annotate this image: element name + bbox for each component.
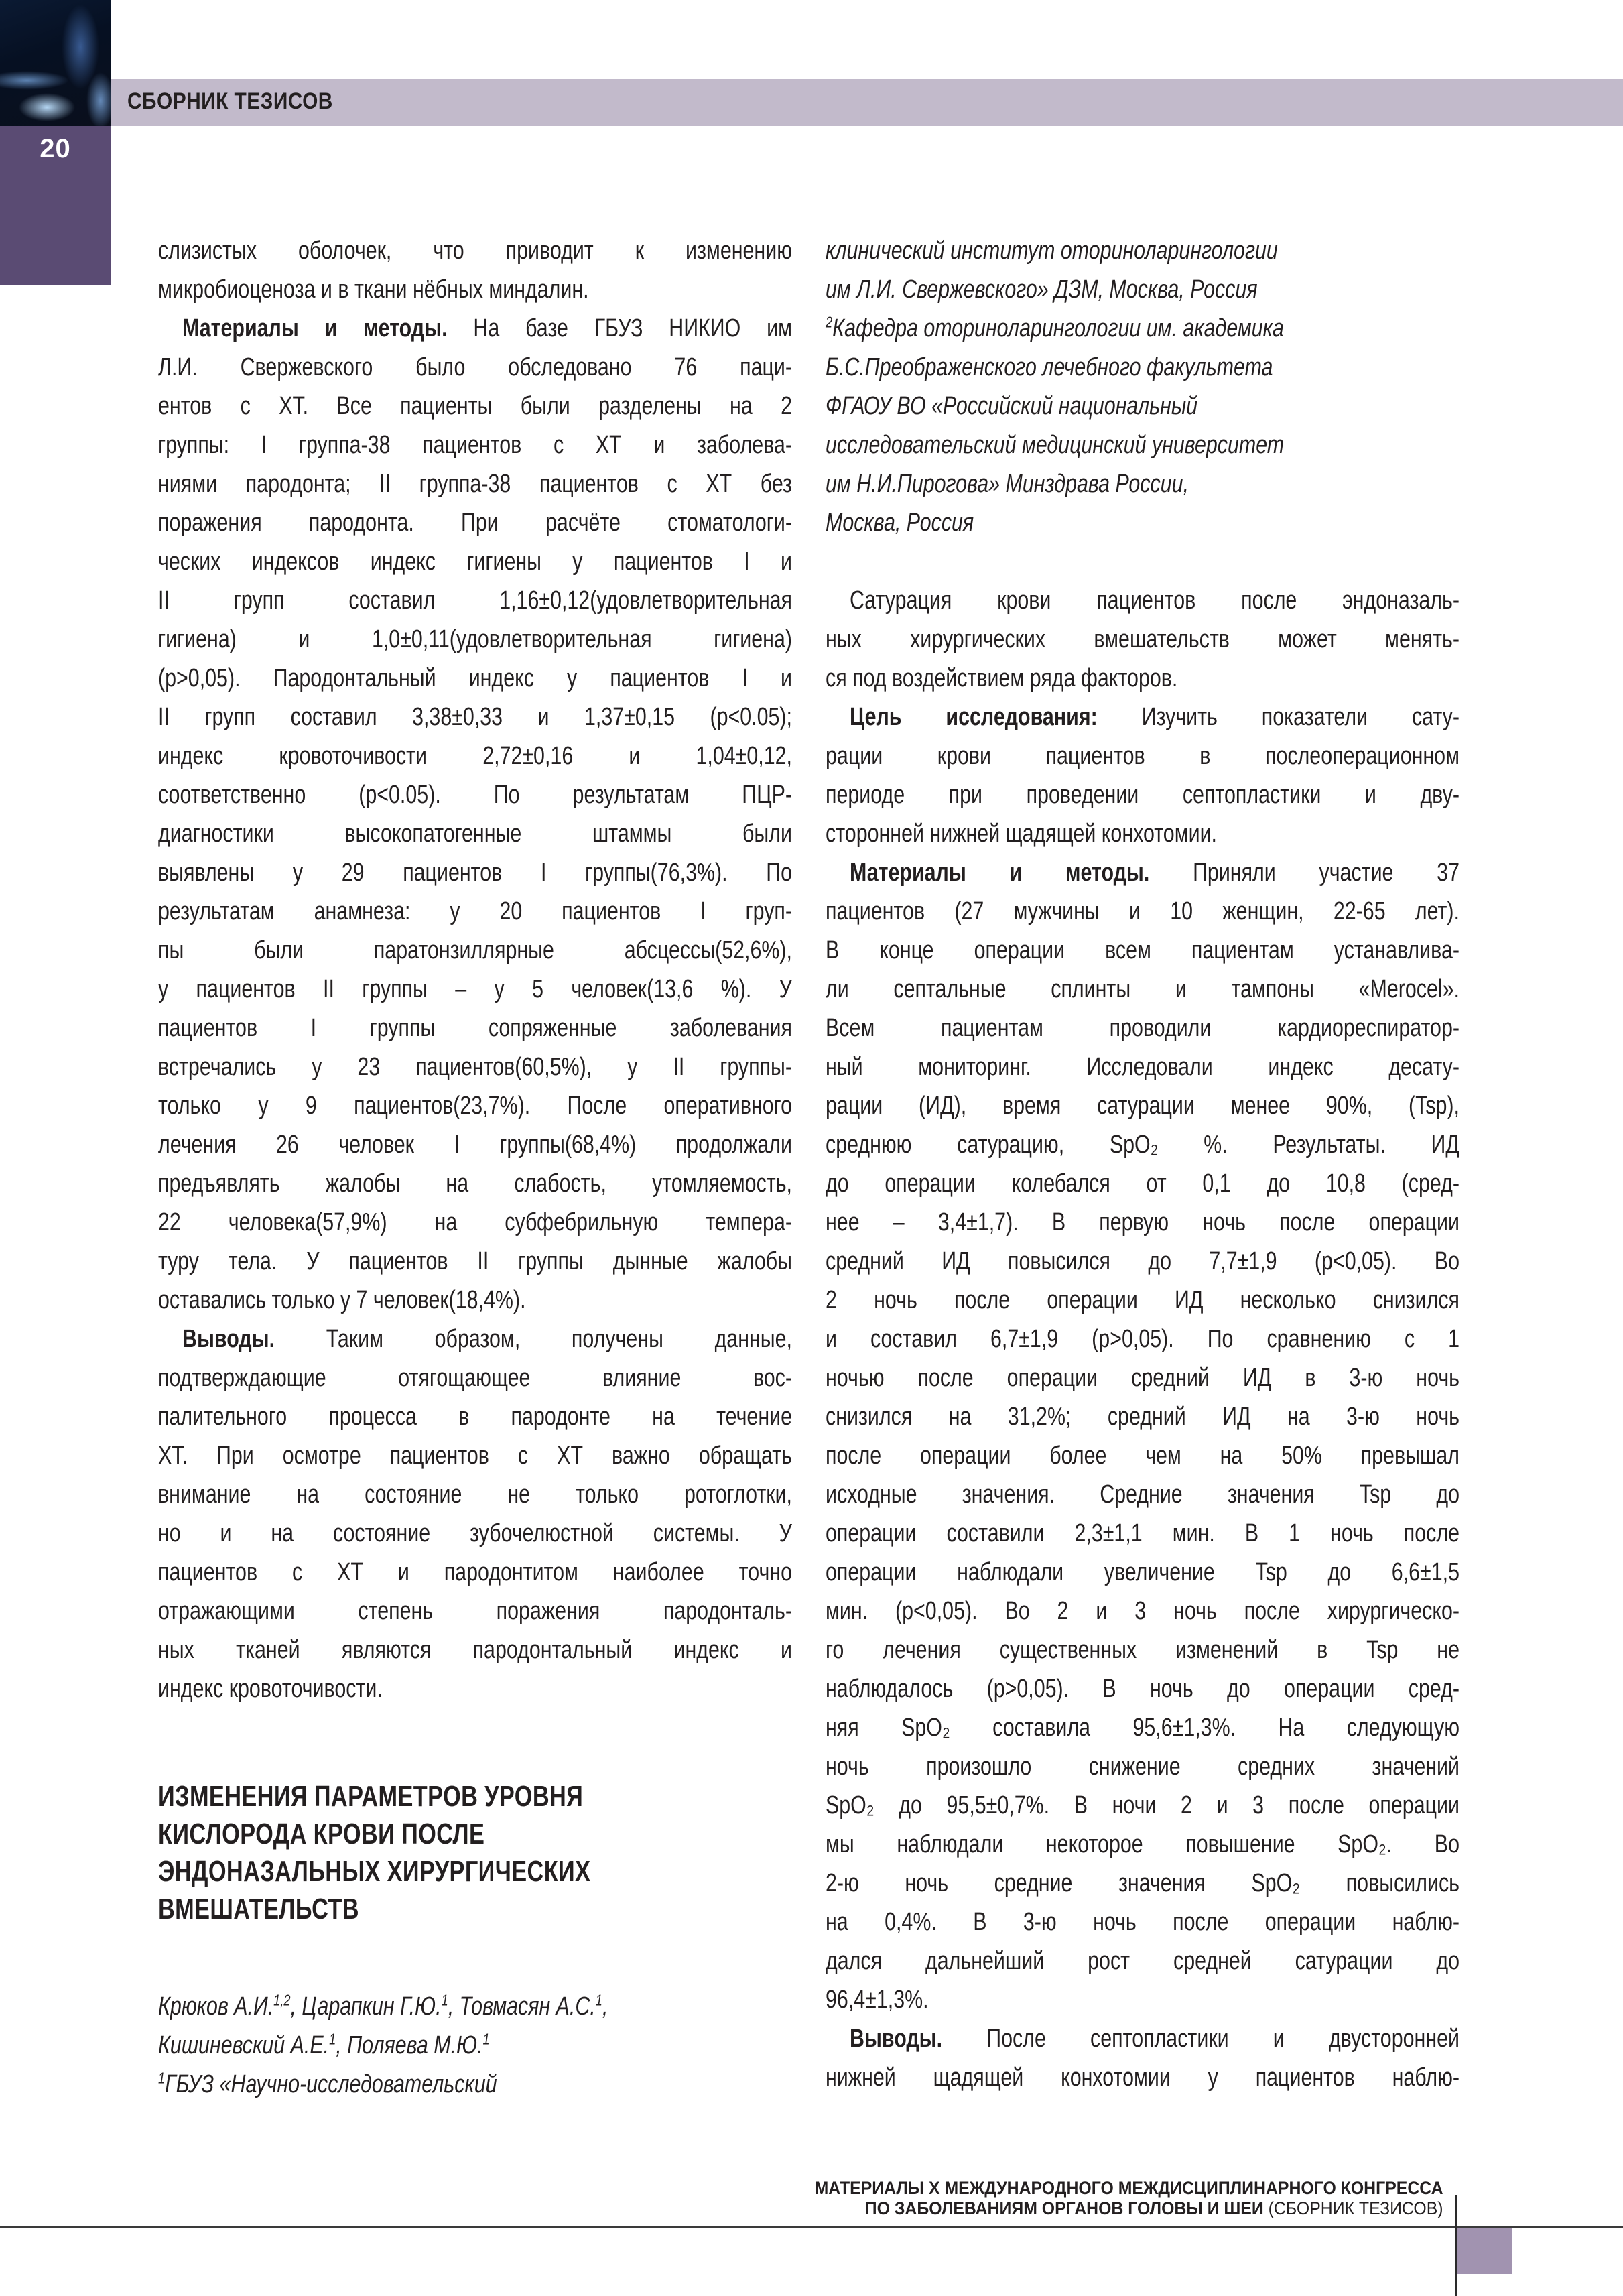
text-line: микробиоценоза и в ткани нёбных миндалин. [158,275,589,304]
aim-label: Цель исследования: [850,703,1098,731]
text-line: соответственно (p<0.05). По результатам ПЦР- [158,781,792,809]
text-line: нее – 3,4±1,7). В первую ночь после операции [826,1208,1459,1236]
text-line: на 0,4%. В 3-ю ночь после операции наблю- [826,1908,1459,1936]
text-line: рации (ИД), время сатурации менее 90%, (Tsp), [826,1092,1459,1120]
text-line: ных тканей являются пародонтальный индекс и [158,1636,792,1664]
text-line: палительного процесса в пародонте на течение [158,1403,792,1431]
text-line: 96,4±1,3%. [826,1986,929,2014]
text-line: ческих индексов индекс гигиены у пациентов I и [158,548,792,576]
text-line: операции составили 2,3±1,1 мин. В 1 ночь после [826,1519,1459,1547]
footer-accent-block [1457,2228,1512,2274]
text-line: среднюю сатурацию, SpO₂ %. Результаты. ИД [826,1131,1459,1159]
authors-line: Крюков А.И.$^{1,2}$, Царапкин Г.Ю.$^1$, Товмасян А.С.$^1$, [158,1991,608,2021]
text-line: до операции колебался от 0,1 до 10,8 (сред- [826,1169,1459,1198]
text-line: и составил 6,7±1,9 (p>0,05). По сравнению с 1 [826,1325,1459,1353]
article-title-line: ВМЕШАТЕЛЬСТВ [158,1893,359,1925]
text-line: ниями пародонта; II группа-38 пациентов с ХТ без [158,470,792,498]
text-line: II групп составил 3,38±0,33 и 1,37±0,15 (p<0.05); [158,703,792,731]
authors [158,1987,792,2104]
text-line: пациентов (27 мужчины и 10 женщин, 22-65 лет). [826,897,1459,926]
text-line: ночь произошло снижение средних значений [826,1752,1459,1781]
article-title-line: ЭНДОНАЗАЛЬНЫХ ХИРУРГИЧЕСКИХ [158,1855,591,1888]
text-line: пациентов с ХТ и пародонтитом наиболее точно [158,1558,792,1586]
text-line: пы были паратонзиллярные абсцессы(52,6%), [158,936,792,964]
methods-label: Материалы и методы. [850,858,1150,887]
paragraph-intro [826,581,1459,698]
text-line: ночью после операции средний ИД в 3-ю ночь [826,1364,1459,1392]
affiliation-line: Б.С.Преображенского лечебного факультета [826,353,1273,381]
footer-conference-title [760,2178,1443,2218]
affiliation-line: им Н.И.Пирогова» Минздрава России, [826,470,1189,498]
text-line: исходные значения. Средние значения Tsp до [826,1480,1459,1509]
authors-line: Кишиневский А.Е.$^1$, Поляева М.Ю.$^1$ [158,2030,490,2059]
text-line: 22 человека(57,9%) на субфебрильную темпера- [158,1208,792,1236]
text-line: Материалы и методы. Приняли участие 37 [850,858,1459,887]
paragraph-methods [158,309,792,1320]
text-line: индекс кровоточивости 2,72±0,16 и 1,04±0,12, [158,742,792,770]
left-column [158,231,792,2104]
conclusions-label: Выводы. [182,1325,275,1353]
text-line: Сатурация крови пациентов после эндоназаль- [850,586,1459,615]
text-line: средний ИД повысился до 7,7±1,9 (p<0,05). Во [826,1247,1459,1275]
methods-label: Материалы и методы. [182,314,448,342]
text-line: группы: I группа-38 пациентов с ХТ и заболева- [158,431,792,459]
text-line: дался дальнейший рост средней сатурации до [826,1947,1459,1975]
text-line: Выводы. Таким образом, получены данные, [182,1325,792,1353]
text-line: гигиена) и 1,0±0,11(удовлетворительная гигиена) [158,625,792,653]
text-line: ХТ. При осмотре пациентов с ХТ важно обращать [158,1442,792,1470]
text-line: пациентов I группы сопряженные заболевания [158,1014,792,1042]
text-line: наблюдалось (p>0,05). В ночь до операции сред- [826,1675,1459,1703]
text-line: выявлены у 29 пациентов I группы(76,3%). По [158,858,792,887]
header-decorative-image [0,0,111,126]
affiliation-line: ФГАОУ ВО «Российский национальный [826,392,1198,420]
affiliation-line: Москва, Россия [826,509,974,537]
affiliation-line: исследовательский медицинский университет [826,431,1285,459]
text-line: слизистых оболочек, что приводит к изменению [158,237,792,265]
text-line: но и на состояние зубочелюстной системы. У [158,1519,792,1547]
text-line: 2 ночь после операции ИД несколько снизился [826,1286,1459,1314]
text-line: снизился на 31,2%; средний ИД на 3-ю ночь [826,1403,1459,1431]
header-band [111,79,1623,126]
text-line: ся под воздействием ряда факторов. [826,664,1178,692]
text-line: Материалы и методы. На базе ГБУЗ НИКИО им [182,314,793,342]
text-line: только у 9 пациентов(23,7%). После оперативного [158,1092,792,1120]
text-line: Цель исследования: Изучить показатели сату- [850,703,1459,731]
text-line: лечения 26 человек I группы(68,4%) продолжали [158,1131,792,1159]
page-number: 20 [40,134,71,164]
article-title [158,1778,792,1928]
text-line: индекс кровоточивости. [158,1675,383,1703]
conclusions-label: Выводы. [850,2025,943,2053]
paragraph-conclusions [826,2019,1459,2097]
text-line: го лечения существенных изменений в Tsp не [826,1636,1459,1664]
text-line: туру тела. У пациентов II группы дынные жалобы [158,1247,792,1275]
text-line: мы наблюдали некоторое повышение SpO₂. Во [826,1830,1459,1858]
text-line: рации крови пациентов в послеоперационном [826,742,1459,770]
text-line: подтверждающие отягощающее влияние вос- [158,1364,792,1392]
text-line: периоде при проведении септопластики и дву- [826,781,1459,809]
section-title: СБОРНИК ТЕЗИСОВ [127,88,333,114]
text-line: после операции более чем на 50% превышал [826,1442,1459,1470]
text-line: результатам анамнеза: у 20 пациентов I груп- [158,897,792,926]
text-line: (p>0,05). Пародонтальный индекс у пациентов I и [158,664,792,692]
paragraph-methods-results [826,853,1459,2019]
affiliation-line: клинический институт оториноларингологии [826,237,1278,265]
text-line: отражающими степень поражения пародонталь- [158,1597,792,1625]
affiliations [826,231,1459,542]
paragraph-aim [826,698,1459,853]
text-line: внимание на состояние не только ротоглотки, [158,1480,792,1509]
right-column [826,231,1459,2097]
text-line: ли септальные сплинты и тампоны «Merocel». [826,975,1459,1003]
text-line: у пациентов II группы – у 5 человек(13,6 %). У [158,975,792,1003]
text-line: Всем пациентам проводили кардиореспиратор- [826,1014,1459,1042]
article-title-line: КИСЛОРОДА КРОВИ ПОСЛЕ [158,1817,485,1850]
affiliation-line: $^2$Кафедра оториноларингологии им. академика [826,313,1284,342]
text-line: предъявлять жалобы на слабость, утомляемость, [158,1169,792,1198]
text-line: операции наблюдали увеличение Tsp до 6,6±1,5 [826,1558,1459,1586]
text-line: Выводы. После септопластики и двусторонней [850,2025,1459,2053]
text-line: ный мониторинг. Исследовали индекс десату- [826,1053,1459,1081]
text-line: В конце операции всем пациентам устанавлива- [826,936,1459,964]
text-line: Л.И. Свержевского было обследовано 76 паци- [158,353,792,381]
text-line: 2-ю ночь средние значения SpO₂ повысились [826,1869,1459,1897]
text-line: няя SpO₂ составила 95,6±1,3%. На следующую [826,1714,1459,1742]
footer-line-2: ПО ЗАБОЛЕВАНИЯМ ОРГАНОВ ГОЛОВЫ И ШЕИ (СБОРНИК ТЕЗИСОВ) [865,2198,1443,2218]
paragraph-conclusions [158,1320,792,1708]
text-line: нижней щадящей конхотомии у пациентов наблю- [826,2063,1459,2092]
text-line: оставались только у 7 человек(18,4%). [158,1286,526,1314]
affiliation-line: им Л.И. Свержевского» ДЗМ, Москва, Россия [826,275,1258,304]
footer-line-1: МАТЕРИАЛЫ X МЕЖДУНАРОДНОГО МЕЖДИСЦИПЛИНАРНОГО КОНГРЕССА [815,2178,1443,2198]
text-line: диагностики высокопатогенные штаммы были [158,820,792,848]
text-line: ных хирургических вмешательств может менять- [826,625,1459,653]
text-line: II групп составил 1,16±0,12(удовлетворительная [158,586,792,615]
paragraph-intro-continuation [158,231,792,309]
article-title-line: ИЗМЕНЕНИЯ ПАРАМЕТРОВ УРОВНЯ [158,1780,584,1813]
text-line: поражения пародонта. При расчёте стоматологи- [158,509,792,537]
text-line: SpO₂ до 95,5±0,7%. В ночи 2 и 3 после операции [826,1791,1459,1820]
footer-divider-horizontal [0,2226,1623,2228]
text-line: сторонней нижней щадящей конхотомии. [826,820,1217,848]
affiliation-line: $^1$ГБУЗ «Научно-исследовательский [158,2069,497,2098]
text-line: ентов с ХТ. Все пациенты были разделены на 2 [158,392,792,420]
text-line: встречались у 23 пациентов(60,5%), у II группы- [158,1053,792,1081]
text-line: мин. (p<0,05). Во 2 и 3 ночь после хирургическо- [826,1597,1459,1625]
